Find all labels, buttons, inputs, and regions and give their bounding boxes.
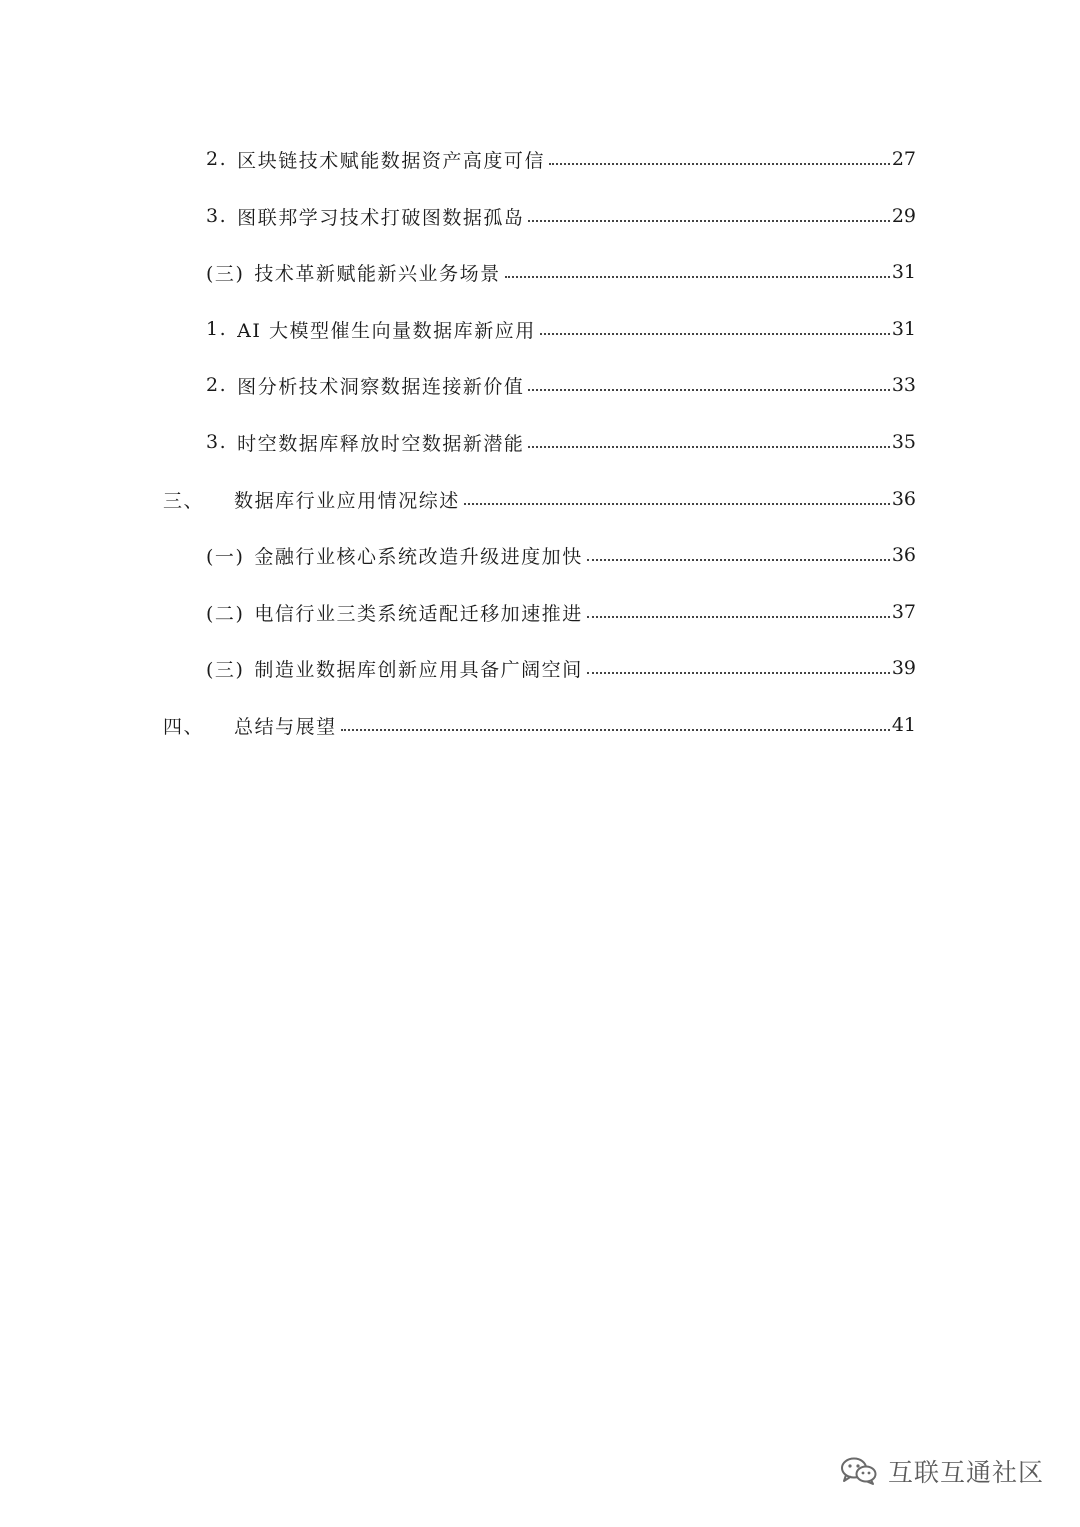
- toc-entry-title: 图联邦学习技术打破图数据孤岛: [237, 206, 525, 229]
- toc-entry-title: 金融行业核心系统改造升级进度加快: [254, 545, 583, 568]
- toc-entry-title: 总结与展望: [234, 715, 337, 738]
- toc-entry-title: 图分析技术洞察数据连接新价值: [237, 375, 525, 398]
- toc-entry-title: 数据库行业应用情况综述: [234, 489, 460, 512]
- toc-dot-leader: [464, 503, 890, 505]
- toc-entry-page: 36: [891, 488, 916, 510]
- toc-entry[interactable]: [206, 198, 916, 234]
- toc-entry-page: 41: [891, 714, 916, 736]
- toc-entry[interactable]: [206, 367, 916, 403]
- toc-dot-leader: [528, 446, 889, 448]
- toc-entry-number: 3.: [206, 431, 228, 453]
- toc-entry-page: 37: [891, 601, 916, 623]
- toc-entry-number: 三、: [163, 489, 205, 512]
- toc-entry[interactable]: [206, 537, 916, 573]
- toc-entry-page: 33: [891, 374, 916, 396]
- toc-entry-number: 2.: [206, 374, 228, 396]
- toc-entry[interactable]: [163, 481, 916, 517]
- toc-entry-page: 39: [891, 657, 916, 679]
- toc-entry-number: 1.: [206, 318, 228, 340]
- wechat-icon: [840, 1456, 878, 1486]
- watermark: [840, 1451, 1044, 1491]
- toc-entry-page: 27: [891, 148, 916, 170]
- toc-dot-leader: [528, 220, 889, 222]
- toc-entry[interactable]: [206, 594, 916, 630]
- toc-entry[interactable]: [206, 424, 916, 460]
- toc-entry-number: (一): [206, 545, 245, 568]
- toc-entry-number: (三): [206, 658, 245, 681]
- toc-entry-title: 技术革新赋能新兴业务场景: [254, 262, 501, 285]
- toc-dot-leader: [341, 729, 890, 731]
- toc-dot-leader: [540, 333, 890, 335]
- toc-entry-number: 3.: [206, 205, 228, 227]
- toc-entry-title: 电信行业三类系统适配迁移加速推进: [254, 602, 583, 625]
- toc-dot-leader: [587, 559, 890, 561]
- toc-entry-title: 制造业数据库创新应用具备广阔空间: [254, 658, 583, 681]
- toc-entry-page: 35: [891, 431, 916, 453]
- toc-entry-number: (三): [206, 262, 245, 285]
- toc-dot-leader: [587, 616, 890, 618]
- toc-entry[interactable]: [206, 650, 916, 686]
- toc-entry[interactable]: [206, 254, 916, 290]
- toc-entry-page: 31: [891, 318, 916, 340]
- toc-entry-page: 29: [891, 205, 916, 227]
- toc-entry[interactable]: [206, 311, 916, 347]
- toc-entry-title: 区块链技术赋能数据资产高度可信: [237, 149, 545, 172]
- toc-entry-number: 四、: [163, 715, 205, 738]
- toc-entry[interactable]: [163, 707, 916, 743]
- toc-entry[interactable]: [206, 141, 916, 177]
- toc-entry-page: 36: [891, 544, 916, 566]
- watermark-text: 互联互通社区: [887, 1458, 1044, 1487]
- toc-entry-number: 2.: [206, 148, 228, 170]
- table-of-contents: [0, 0, 1080, 760]
- toc-dot-leader: [505, 276, 890, 278]
- toc-dot-leader: [528, 389, 889, 391]
- toc-entry-title: 时空数据库释放时空数据新潜能: [237, 432, 525, 455]
- toc-dot-leader: [587, 672, 890, 674]
- toc-dot-leader: [549, 163, 890, 165]
- toc-entry-title: AI 大模型催生向量数据库新应用: [237, 319, 536, 342]
- toc-entry-page: 31: [891, 261, 916, 283]
- toc-entry-number: (二): [206, 602, 245, 625]
